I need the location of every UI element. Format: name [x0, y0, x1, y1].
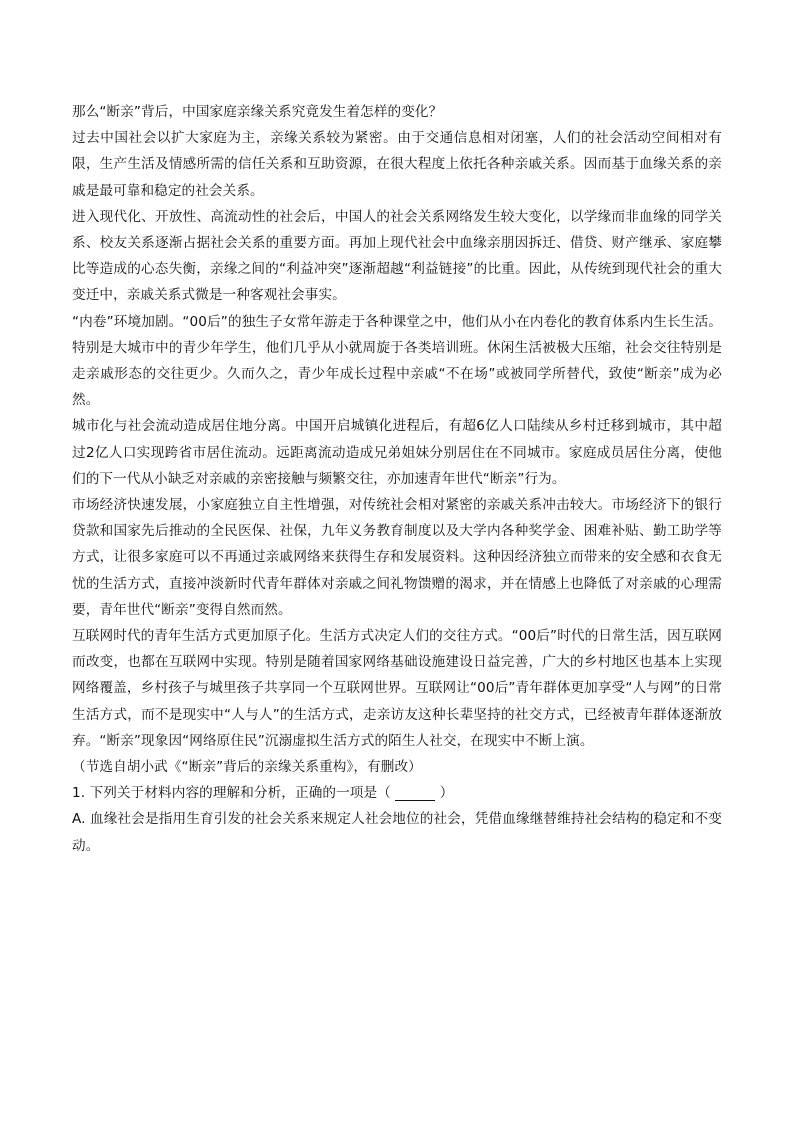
- paragraph-involution: “内卷”环境加剧。“00后”的独生子女常年游走于各种课堂之中，他们从小在内卷化的教育体系内生长生活。特别是大城市中的青少年学生，他们几乎从小就周旋于各类培训班。休闲生活被极大压缩，社会交往特别是走亲戚形态的交往更少。久而久之，青少年成长过程中亲戚“不在场”或被同学所替代，致使“断亲”成为必然。: [72, 313, 722, 409]
- question-stem-text: 1. 下列关于材料内容的理解和分析，正确的一项是（: [72, 785, 391, 802]
- option-a: A. 血缘社会是指用生育引发的社会关系来规定人社会地位的社会，凭借血缘继替维持社会结构的稳定和不变动。: [72, 811, 722, 854]
- paragraph-traditional-kinship: 过去中国社会以扩大家庭为主，亲缘关系较为紧密。由于交通信息相对闭塞，人们的社会活动空间相对有限，生产生活及情感所需的信任关系和互助资源，在很大程度上依托各种亲戚关系。因而基于血缘关系的亲戚是最可靠和稳定的社会关系。: [72, 130, 722, 199]
- paragraph-modernization: 进入现代化、开放性、高流动性的社会后，中国人的社会关系网络发生较大变化，以学缘而非血缘的同学关系、校友关系逐渐占据社会关系的重要方面。再加上现代社会中血缘亲朋因拆迁、借贷、财产继承、家庭攀比等造成的心态失衡，亲缘之间的“利益冲突”逐渐超越“利益链接”的比重。因此，从传统到现代社会的重大变迁中，亲戚关系式微是一种客观社会事实。: [72, 208, 722, 304]
- question-stem-close: ）: [439, 785, 454, 802]
- source-citation: （节选自胡小武《“断亲”背后的亲缘关系重构》，有删改）: [72, 759, 422, 776]
- paragraph-urbanization: 城市化与社会流动造成居住地分离。中国开启城镇化进程后，有超6亿人口陆续从乡村迁移到城市，其中超过2亿人口实现跨省市居住流动。远距离流动造成兄弟姐妹分别居住在不同城市。家庭成员居住分离，使他们的下一代从小缺乏对亲戚的亲密接触与频繁交往，亦加速青年世代“断亲”行为。: [72, 418, 722, 487]
- paragraph-market-economy: 市场经济快速发展，小家庭独立自主性增强，对传统社会相对紧密的亲戚关系冲击较大。市场经济下的银行贷款和国家先后推动的全民医保、社保，九年义务教育制度以及大学内各种奖学金、困难补贴、勤工助学等方式，让很多家庭可以不再通过亲戚网络来获得生存和发展资料。这种因经济独立而带来的安全感和衣食无忧的生活方式，直接冲淡新时代青年群体对亲戚之间礼物馈赠的渴求，并在情感上也降低了对亲戚的心理需要，青年世代“断亲”变得自然而然。: [72, 497, 722, 618]
- article-body: [72, 99, 722, 859]
- answer-blank[interactable]: [395, 786, 435, 801]
- question-stem: [72, 780, 722, 806]
- paragraph-intro-question: 那么“断亲”背后，中国家庭亲缘关系究竟发生着怎样的变化？: [72, 104, 443, 120]
- paragraph-internet-era: 互联网时代的青年生活方式更加原子化。生活方式决定人们的交往方式。“00后”时代的日常生活，因互联网而改变，也都在互联网中实现。特别是随着国家网络基础设施建设日益完善，广大的乡村地区也基本上实现网络覆盖，乡村孩子与城里孩子共享同一个互联网世界。互联网让“00后”青年群体更加享受“人与网”的日常生活方式，而不是现实中“人与人”的生活方式，走亲访友这种长辈坚持的社交方式，已经被青年群体逐渐放弃。“断亲”现象因“网络原住民”沉溺虚拟生活方式的陌生人社交，在现实中不断上演。: [72, 628, 722, 749]
